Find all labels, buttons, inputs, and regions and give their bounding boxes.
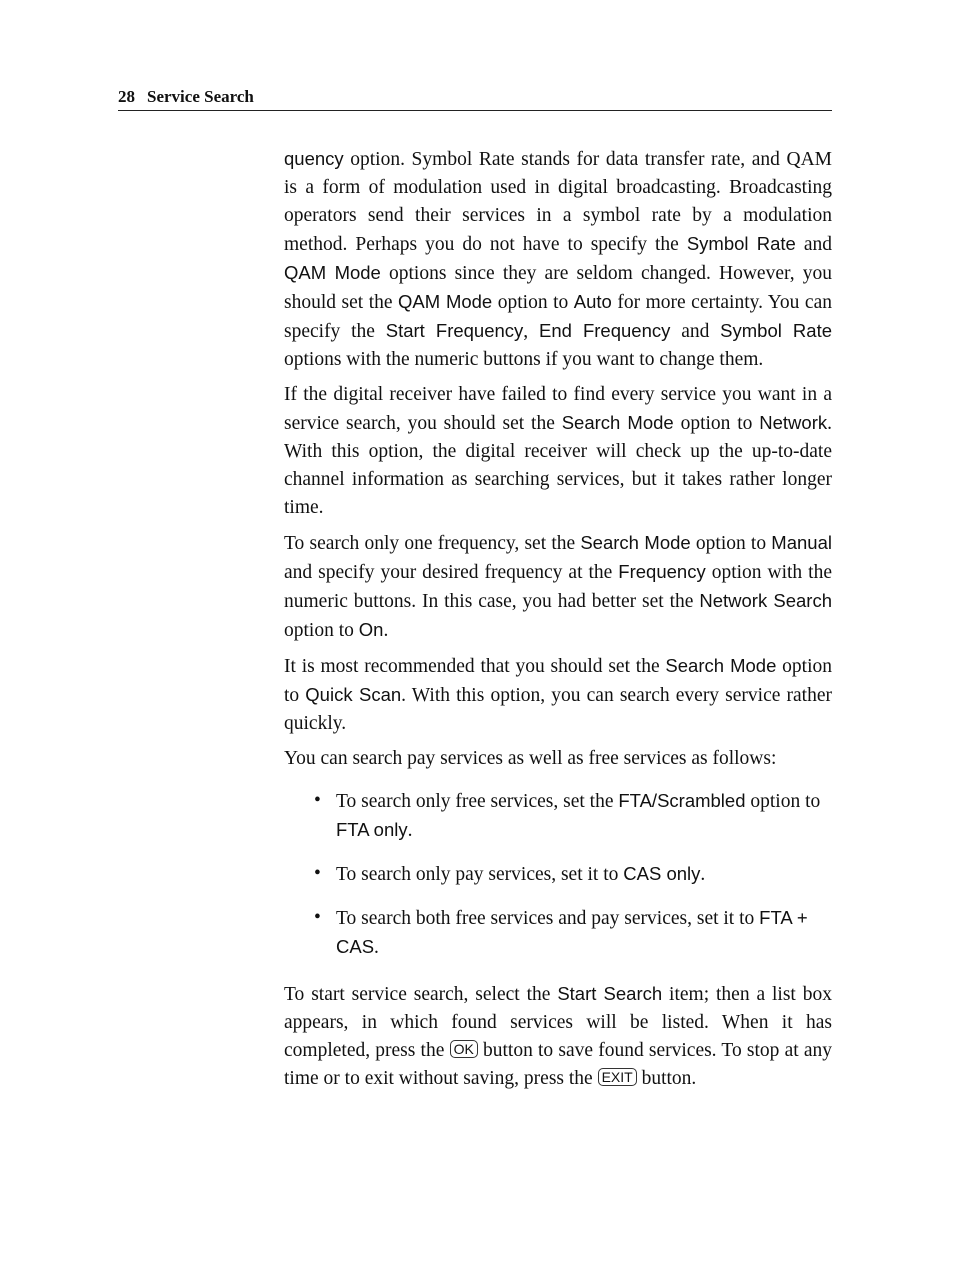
option-name: Search Mode [665, 655, 777, 676]
paragraph-1 [284, 145, 832, 374]
paragraph-5 [284, 745, 832, 773]
text-run: If the digital receiver have failed to find every service you want in a service search, you should set the [284, 384, 832, 434]
option-value: FTA only [336, 819, 408, 840]
text-run: To search only pay services, set it to [336, 864, 624, 885]
text-run: . [383, 620, 389, 641]
bullet-list [284, 787, 832, 962]
text-run: and [670, 321, 721, 342]
bullet-icon: • [314, 907, 321, 928]
option-value: FTA + CAS [336, 907, 808, 957]
text-run: To search only one frequency, set the [284, 533, 581, 554]
text-run: . With this option, the digital receiver will check up the up-to-date channel information as searching services, but it takes rather longer time. [284, 413, 832, 518]
paragraph-4 [284, 652, 832, 738]
exit-key-icon: EXIT [598, 1068, 637, 1086]
bullet-icon: • [314, 790, 321, 811]
running-header [118, 86, 832, 111]
option-name: Start Frequency [385, 320, 524, 341]
text-run: option. Symbol Rate stands for data transfer rate, and QAM is a form of modulation used in digital broadcasting. Broadcasting operators send their services in a symbol rate by a modulation method. Perhaps you do not have to specify the [284, 149, 832, 255]
text-run: option to [690, 533, 772, 554]
text-run: options since they are seldom changed. However, you should set the [284, 263, 832, 313]
text-run: item; then a list box appears, in which found services will be listed. When it has completed, press the [284, 984, 832, 1061]
option-value: Auto [573, 291, 612, 312]
text-run: To start service search, select the [284, 984, 558, 1005]
text-run: . With this option, you can search every service rather quickly. [284, 685, 832, 734]
option-name: End Frequency [538, 320, 671, 341]
text-run: . [407, 820, 413, 841]
text-run: options with the numeric buttons if you want to change them. [284, 349, 764, 370]
text-run: You can search pay services as well as free services as follows: [284, 748, 777, 769]
option-value: Quick Scan [305, 684, 402, 705]
option-name: QAM Mode [398, 291, 493, 312]
text-run: option to [673, 413, 760, 434]
body-text [284, 145, 832, 1100]
section-title: Service Search [147, 87, 254, 106]
option-name: Frequency [618, 561, 706, 582]
text-run: . [374, 937, 379, 958]
text-run: option with the numeric buttons. In this case, you had better set the [284, 562, 832, 612]
page-number: 28 [118, 87, 135, 106]
text-run: . [700, 864, 706, 885]
option-value: On [358, 619, 384, 640]
option-name: quency [284, 148, 344, 169]
list-item [314, 904, 832, 962]
paragraph-3 [284, 529, 832, 645]
option-value: Network [759, 412, 828, 433]
text-run: button to save found services. To stop at any time or to exit without saving, press the [284, 1040, 832, 1089]
option-name: Search Mode [561, 412, 674, 433]
option-name: FTA/Scrambled [618, 790, 746, 811]
paragraph-6 [284, 980, 832, 1093]
ok-key-icon: OK [450, 1040, 478, 1058]
text-run: and specify your desired frequency at the [284, 562, 619, 583]
text-run: option to [284, 620, 359, 641]
text-run: , [523, 321, 539, 342]
list-item [314, 860, 832, 889]
option-name: Symbol Rate [686, 233, 796, 254]
option-name: Search Mode [580, 532, 691, 553]
text-run: button. [636, 1068, 697, 1089]
option-name: Network Search [699, 590, 832, 611]
text-run: option to [284, 656, 832, 706]
paragraph-2 [284, 381, 832, 522]
text-run: option to [492, 292, 574, 313]
text-run: for more certainty. You can specify the [284, 292, 832, 342]
option-name: Start Search [557, 983, 663, 1004]
text-run: To search only free services, set the [336, 791, 619, 812]
text-run: To search both free services and pay services, set it to [336, 908, 760, 929]
list-item [314, 787, 832, 845]
text-run: and [795, 234, 833, 255]
option-value: CAS only [623, 863, 701, 884]
text-run: It is most recommended that you should set the [284, 656, 666, 677]
option-name: Symbol Rate [720, 320, 833, 341]
option-name: QAM Mode [284, 262, 381, 283]
text-run: option to [745, 791, 821, 812]
option-value: Manual [771, 532, 832, 553]
bullet-icon: • [314, 863, 321, 884]
